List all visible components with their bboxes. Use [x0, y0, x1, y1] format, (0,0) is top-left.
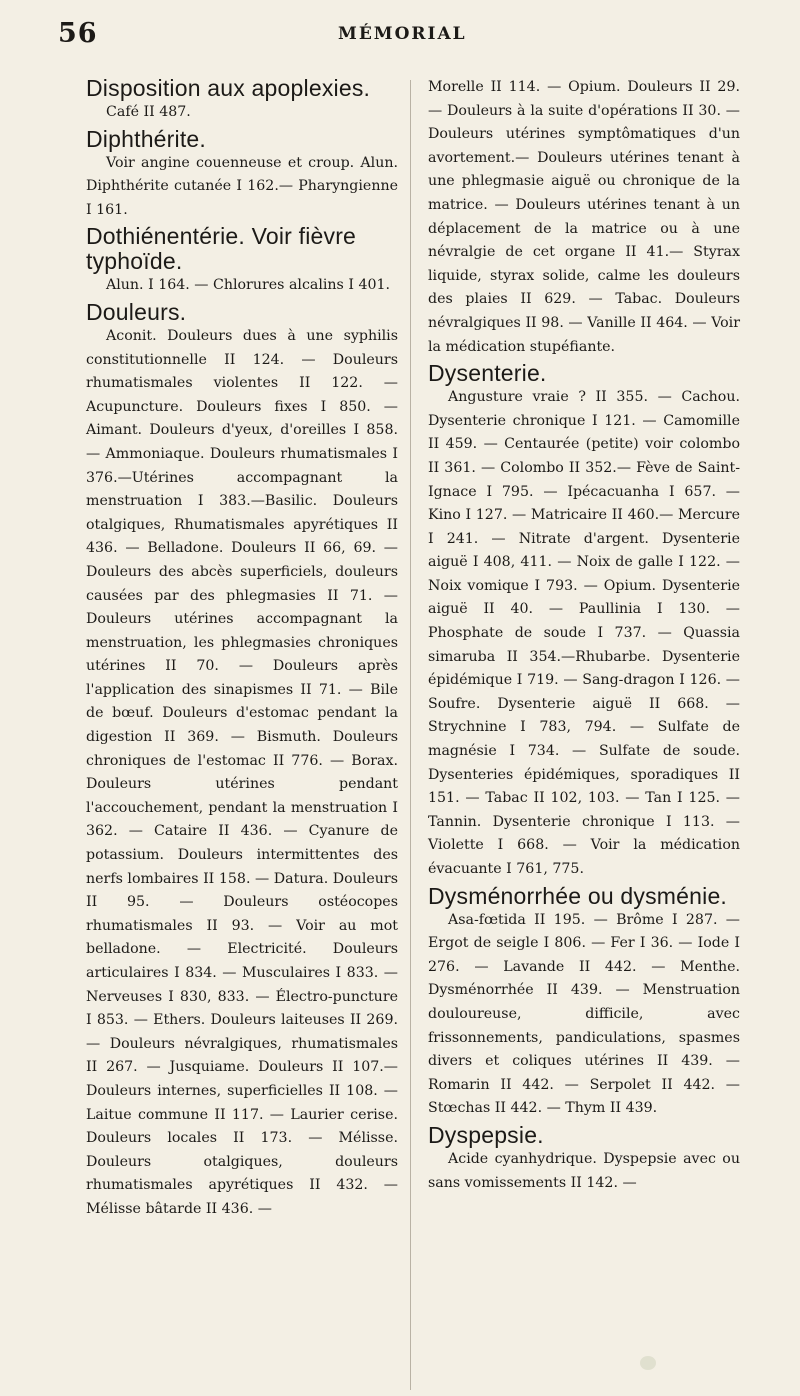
- column-divider: [410, 80, 411, 1390]
- headword: Disposition aux apoplexies.: [86, 75, 371, 101]
- entry-douleurs: [86, 300, 398, 1222]
- entry-text: Asa-fœtida II 195. — Brôme I 287. — Ergot de seigle I 806. — Fer I 36. — Iode I 276. — Lavande II 442. — Menthe. Dysménorrhée II 439. — Menstruation douloureuse, difficile, avec frissonnements, pandiculations, spasmes divers et coliques utérines II 439. — Romarin II 442. — Serpolet II 442. — Stœchas II 442. — Thym II 439.: [428, 911, 740, 1117]
- paper-stain: [640, 1356, 656, 1370]
- headword: Dysenterie.: [428, 360, 547, 387]
- entry-text: Voir angine couenneuse et croup. Alun. Diphthérite cutanée I 162.— Pharyngienne I 161.: [86, 154, 398, 218]
- running-title: MÉMORIAL: [338, 24, 467, 44]
- headword: Douleurs.: [86, 298, 187, 325]
- entry-douleurs-continued: [428, 76, 740, 359]
- right-column: [428, 76, 740, 1197]
- headword: Diphthérite.: [86, 125, 207, 152]
- entry-dysenterie: [428, 361, 740, 881]
- entry-text: Aconit. Douleurs dues à une syphilis constitutionnelle II 124. — Douleurs rhumatismales violentes II 122. — Acupuncture. Douleurs fixes I 850. — Aimant. Douleurs d'yeux, d'oreilles I 858. — Ammoniaque. Douleurs rhumatismales I 376.—Utérines accompagnant la menstruation I 383.—Basilic. Douleurs otalgiques, Rhumatismales apyrétiques II 436. — Belladone. Douleurs II 66, 69. — Douleurs des abcès superficiels, douleurs causées par des phlegmasies II 71. — Douleurs utérines accompagnant la menstruation, les phlegmasies chroniques utérines II 70. — Douleurs après l'application des sinapismes II 71. — Bile de bœuf. Douleurs d'estomac pendant la digestion II 369. — Bismuth. Douleurs chroniques de l'estomac II 776. — Borax. Douleurs utérines pendant l'accouchement, pendant la menstruation I 362. — Cataire II 436. — Cyanure de potassium. Douleurs intermittentes des nerfs lombaires II 158. — Datura. Douleurs II 95. — Douleurs ostéocopes rhumatismales II 93. — Voir au mot belladone. — Electricité. Douleurs articulaires I 834. — Musculaires I 833. — Nerveuses I 830, 833. — Électro-puncture I 853. — Ethers. Douleurs laiteuses II 269. — Douleurs névralgiques, rhumatismales II 267. — Jusquiame. Douleurs II 107.— Douleurs internes, superficielles II 108. — Laitue commune II 117. — Laurier cerise. Douleurs locales II 173. — Mélisse. Douleurs otalgiques, douleurs rhumatismales apyrétiques II 432. — Mélisse bâtarde II 436. —: [86, 327, 398, 1217]
- headword: Dothiénentérie. Voir fièvre typhoïde.: [86, 223, 357, 275]
- page-number: 56: [58, 18, 98, 49]
- entry-disposition-apoplexies: [86, 76, 398, 125]
- entry-dothienenterie: [86, 224, 398, 298]
- entry-dyspepsie: [428, 1123, 740, 1195]
- entry-text: Café II 487.: [106, 104, 191, 120]
- entry-text: Angusture vraie ? II 355. — Cachou. Dysenterie chronique I 121. — Camomille II 459. — Centaurée (petite) voir colombo II 361. — Colombo II 352.— Fève de Saint-Ignace I 795. — Ipécacuanha I 657. — Kino I 127. — Matricaire II 460.— Mercure I 241. — Nitrate d'argent. Dysenterie aiguë I 408, 411. — Noix de galle I 122. — Noix vomique I 793. — Opium. Dysenterie aiguë II 40. — Paullinia I 130. — Phosphate de soude I 737. — Quassia simaruba II 354.—Rhubarbe. Dysenterie épidémique I 719. — Sang-dragon I 126. — Soufre. Dysenterie aiguë II 668. — Strychnine I 783, 794. — Sulfate de magnésie I 734. — Sulfate de soude. Dysenteries épidémiques, sporadiques II 151. — Tabac II 102, 103. — Tan I 125. — Tannin. Dysenterie chronique I 113. — Violette I 668. — Voir la médication évacuante I 761, 775.: [428, 389, 740, 877]
- entry-dysmenorrhee: [428, 884, 740, 1121]
- entry-text: Acide cyanhydrique. Dyspepsie avec ou sans vomissements II 142. —: [428, 1150, 740, 1191]
- entry-text: Alun. I 164. — Chlorures alcalins I 401.: [106, 277, 391, 294]
- entry-text: Morelle II 114. — Opium. Douleurs II 29. — Douleurs à la suite d'opérations II 30. — Douleurs utérines symptômatiques d'un avortement.— Douleurs utérines tenant à une phlegmasie aiguë ou chronique de la matrice. — Douleurs utérines tenant à un déplacement de la matrice ou à une névralgie de cet organe II 41.— Styrax liquide, styrax solide, calme les douleurs des plaies II 629. — Tabac. Douleurs névralgiques II 98. — Vanille II 464. — Voir la médication stupéfiante.: [428, 79, 740, 355]
- headword: Dysménorrhée ou dysménie.: [428, 882, 728, 909]
- left-column: [86, 76, 398, 1224]
- headword: Dyspepsie.: [428, 1121, 544, 1148]
- entry-diphtherite: [86, 127, 398, 223]
